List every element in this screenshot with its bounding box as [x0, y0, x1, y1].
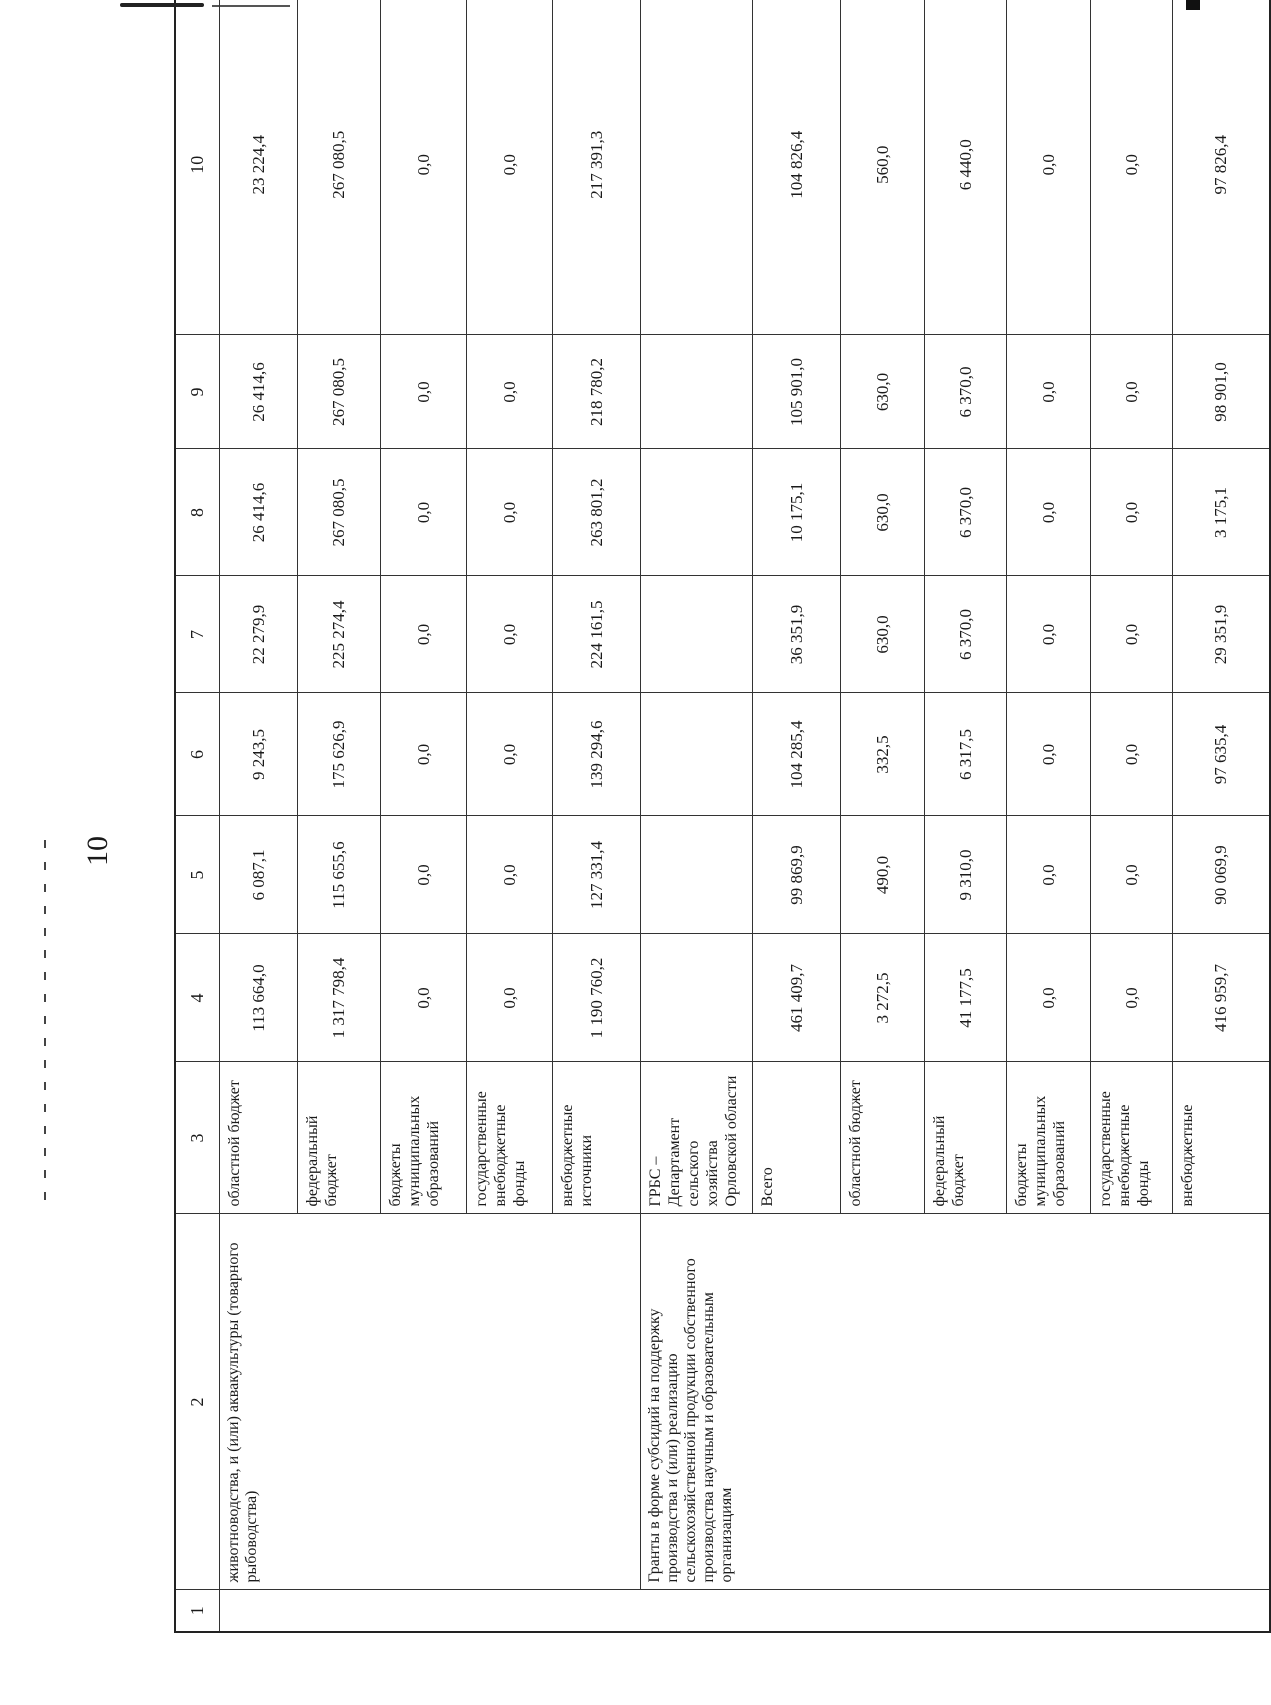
value-cell: 416 959,7 — [1172, 934, 1270, 1062]
value-cell: 6 440,0 — [924, 0, 1006, 335]
table-row — [640, 0, 752, 1632]
column-number-cell: 3 — [175, 1062, 219, 1214]
value-cell: 26 414,6 — [219, 449, 297, 576]
page-number-text: 10 — [81, 836, 114, 866]
column-number-cell: 8 — [175, 449, 219, 576]
funding-source-cell: бюджеты муниципальных образований — [1006, 1062, 1090, 1214]
value-cell: 0,0 — [466, 0, 552, 335]
value-cell: 224 161,5 — [552, 576, 640, 693]
value-cell: 0,0 — [466, 816, 552, 934]
value-cell: 0,0 — [466, 335, 552, 449]
value-cell: 0,0 — [466, 693, 552, 816]
funding-source-cell: государственные внебюджетные фонды — [1090, 1062, 1172, 1214]
value-cell: 0,0 — [1006, 576, 1090, 693]
funding-source-cell: государственные внебюджетные фонды — [466, 1062, 552, 1214]
value-cell: 3 272,5 — [840, 934, 924, 1062]
value-cell — [640, 576, 752, 693]
measure-name-cell: Гранты в форме субсидий на поддержку производства и (или) реализацию сельскохозяйственной продукции собственного производства научным и образовательным организациям — [640, 1214, 1270, 1590]
value-cell: 36 351,9 — [752, 576, 840, 693]
value-cell: 0,0 — [1090, 449, 1172, 576]
column-number-cell: 6 — [175, 693, 219, 816]
value-cell: 0,0 — [1090, 335, 1172, 449]
column-number-cell: 1 — [175, 1590, 219, 1632]
funding-source-cell: федеральный бюджет — [297, 1062, 380, 1214]
value-cell: 6 370,0 — [924, 449, 1006, 576]
funding-source-cell: областной бюджет — [219, 1062, 297, 1214]
value-cell: 0,0 — [1006, 693, 1090, 816]
column-number-cell: 4 — [175, 934, 219, 1062]
value-cell: 0,0 — [1090, 0, 1172, 335]
funding-source-cell: областной бюджет — [840, 1062, 924, 1214]
value-cell: 6 370,0 — [924, 335, 1006, 449]
column-number-cell: 10 — [175, 0, 219, 335]
value-cell: 0,0 — [380, 335, 466, 449]
value-cell: 6 317,5 — [924, 693, 1006, 816]
value-cell: 630,0 — [840, 335, 924, 449]
value-cell — [640, 335, 752, 449]
value-cell: 139 294,6 — [552, 693, 640, 816]
value-cell: 1 317 798,4 — [297, 934, 380, 1062]
column-number-cell: 5 — [175, 816, 219, 934]
value-cell: 104 285,4 — [752, 693, 840, 816]
value-cell: 0,0 — [466, 934, 552, 1062]
value-cell: 267 080,5 — [297, 0, 380, 335]
value-cell — [640, 816, 752, 934]
value-cell: 490,0 — [840, 816, 924, 934]
value-cell: 105 901,0 — [752, 335, 840, 449]
value-cell: 41 177,5 — [924, 934, 1006, 1062]
value-cell: 225 274,4 — [297, 576, 380, 693]
value-cell: 98 901,0 — [1172, 335, 1270, 449]
value-cell — [640, 693, 752, 816]
value-cell: 218 780,2 — [552, 335, 640, 449]
value-cell: 0,0 — [380, 816, 466, 934]
value-cell — [640, 0, 752, 335]
value-cell — [640, 449, 752, 576]
value-cell: 97 826,4 — [1172, 0, 1270, 335]
budget-table — [174, 0, 1271, 1633]
value-cell: 9 243,5 — [219, 693, 297, 816]
value-cell: 0,0 — [1006, 816, 1090, 934]
funding-source-cell: Всего — [752, 1062, 840, 1214]
value-cell: 6 087,1 — [219, 816, 297, 934]
value-cell: 22 279,9 — [219, 576, 297, 693]
value-cell: 113 664,0 — [219, 934, 297, 1062]
value-cell: 99 869,9 — [752, 816, 840, 934]
value-cell: 630,0 — [840, 449, 924, 576]
value-cell: 0,0 — [1090, 934, 1172, 1062]
funding-source-cell: ГРБС – Департамент сельского хозяйства Орловской области — [640, 1062, 752, 1214]
value-cell: 6 370,0 — [924, 576, 1006, 693]
value-cell: 0,0 — [1006, 0, 1090, 335]
value-cell: 0,0 — [380, 934, 466, 1062]
value-cell: 0,0 — [380, 693, 466, 816]
funding-source-cell: бюджеты муниципальных образований — [380, 1062, 466, 1214]
scan-artifact — [44, 840, 46, 1200]
value-cell: 9 310,0 — [924, 816, 1006, 934]
value-cell: 0,0 — [466, 449, 552, 576]
header-row — [175, 0, 219, 1632]
value-cell: 0,0 — [1006, 335, 1090, 449]
value-cell: 630,0 — [840, 576, 924, 693]
value-cell: 0,0 — [380, 576, 466, 693]
value-cell: 1 190 760,2 — [552, 934, 640, 1062]
value-cell: 0,0 — [380, 0, 466, 335]
funding-source-cell: федеральный бюджет — [924, 1062, 1006, 1214]
table-row — [219, 0, 297, 1632]
value-cell: 104 826,4 — [752, 0, 840, 335]
column-number-cell: 2 — [175, 1214, 219, 1590]
column-number-cell: 9 — [175, 335, 219, 449]
funding-source-cell: внебюджетные — [1172, 1062, 1270, 1214]
value-cell: 0,0 — [466, 576, 552, 693]
value-cell: 175 626,9 — [297, 693, 380, 816]
rotated-table-wrapper — [174, 75, 1231, 1633]
value-cell: 217 391,3 — [552, 0, 640, 335]
funding-source-cell: внебюджетные источники — [552, 1062, 640, 1214]
value-cell: 10 175,1 — [752, 449, 840, 576]
value-cell: 0,0 — [1006, 934, 1090, 1062]
value-cell: 560,0 — [840, 0, 924, 335]
value-cell: 461 409,7 — [752, 934, 840, 1062]
value-cell: 332,5 — [840, 693, 924, 816]
value-cell: 0,0 — [1090, 816, 1172, 934]
value-cell: 127 331,4 — [552, 816, 640, 934]
row-number-cell — [219, 1590, 1270, 1632]
value-cell: 3 175,1 — [1172, 449, 1270, 576]
value-cell: 0,0 — [380, 449, 466, 576]
value-cell: 26 414,6 — [219, 335, 297, 449]
value-cell: 115 655,6 — [297, 816, 380, 934]
value-cell: 263 801,2 — [552, 449, 640, 576]
value-cell: 90 069,9 — [1172, 816, 1270, 934]
value-cell: 0,0 — [1006, 449, 1090, 576]
value-cell: 267 080,5 — [297, 335, 380, 449]
value-cell: 0,0 — [1090, 576, 1172, 693]
value-cell: 23 224,4 — [219, 0, 297, 335]
value-cell: 267 080,5 — [297, 449, 380, 576]
column-number-cell: 7 — [175, 576, 219, 693]
value-cell — [640, 934, 752, 1062]
value-cell: 29 351,9 — [1172, 576, 1270, 693]
value-cell: 0,0 — [1090, 693, 1172, 816]
value-cell: 97 635,4 — [1172, 693, 1270, 816]
measure-name-cell: животноводства, и (или) аквакультуры (товарного рыбоводства) — [219, 1214, 640, 1590]
